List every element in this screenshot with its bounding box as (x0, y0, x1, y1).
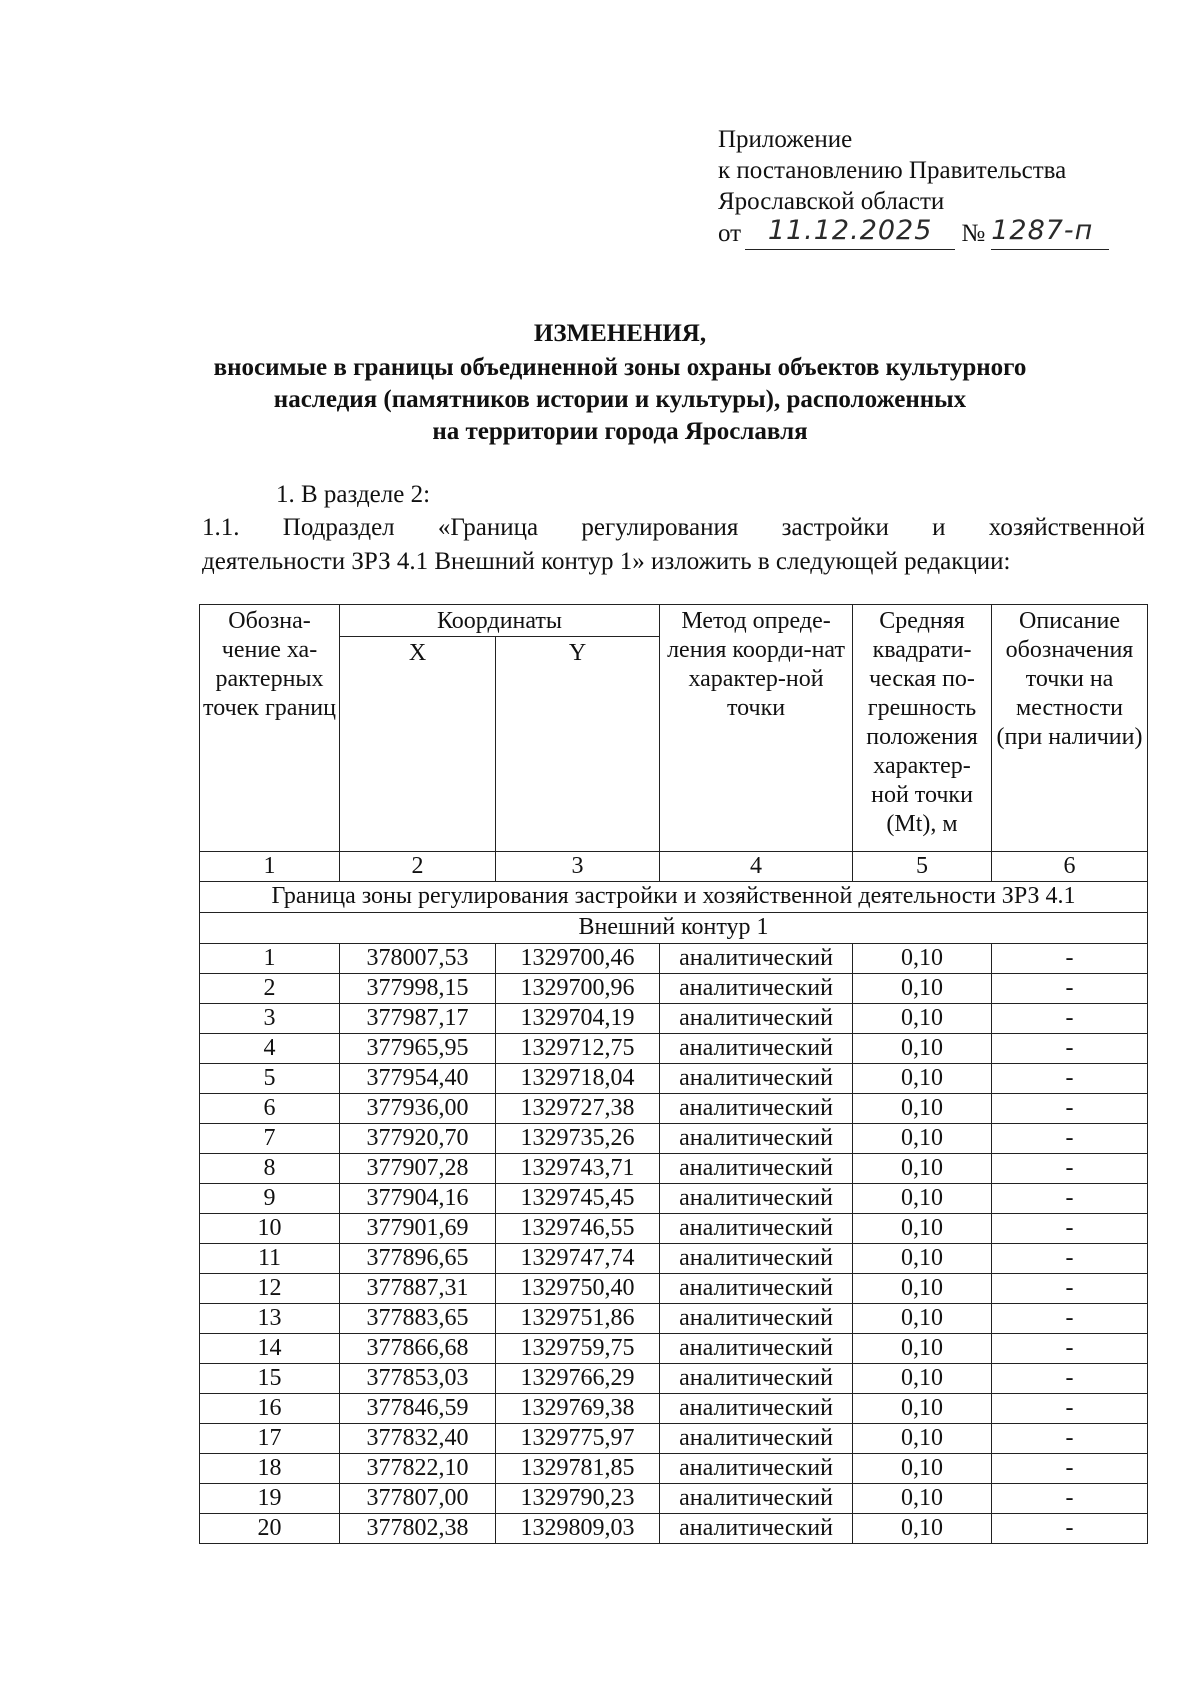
header-method: Метод опреде-ления коорди-нат характер-ной точки (660, 605, 853, 852)
point-number: 1 (200, 944, 340, 974)
point-number: 11 (200, 1244, 340, 1274)
method-cell: аналитический (660, 1364, 853, 1394)
mean-error-cell: 0,10 (853, 1244, 992, 1274)
coord-x: 377883,65 (340, 1304, 496, 1334)
coord-x: 377853,03 (340, 1364, 496, 1394)
coord-x: 377936,00 (340, 1094, 496, 1124)
point-number: 7 (200, 1124, 340, 1154)
header-x: X (340, 637, 496, 852)
appendix-title: Приложение (718, 126, 853, 153)
description-cell: - (992, 1064, 1148, 1094)
mean-error-cell: 0,10 (853, 1184, 992, 1214)
point-number: 10 (200, 1214, 340, 1244)
table-row (200, 1064, 1148, 1094)
header-row-1 (200, 605, 1148, 637)
subgroup-title: Внешний контур 1 (200, 913, 1148, 944)
method-cell: аналитический (660, 1454, 853, 1484)
mean-error-cell: 0,10 (853, 1484, 992, 1514)
coord-x: 377965,95 (340, 1034, 496, 1064)
mean-error-cell: 0,10 (853, 1514, 992, 1544)
point-number: 15 (200, 1364, 340, 1394)
appendix-date-number-line (718, 217, 1109, 250)
coord-x: 377887,31 (340, 1274, 496, 1304)
table-row (200, 1094, 1148, 1124)
coord-x: 377866,68 (340, 1334, 496, 1364)
description-cell: - (992, 1244, 1148, 1274)
description-cell: - (992, 1034, 1148, 1064)
coord-x: 377807,00 (340, 1484, 496, 1514)
title-line-4: на территории города Ярославля (432, 418, 808, 445)
column-number: 6 (992, 852, 1148, 882)
description-cell: - (992, 1514, 1148, 1544)
point-number: 8 (200, 1154, 340, 1184)
method-cell: аналитический (660, 1064, 853, 1094)
mean-error-cell: 0,10 (853, 1034, 992, 1064)
point-number: 4 (200, 1034, 340, 1064)
point-number: 12 (200, 1274, 340, 1304)
mean-error-cell: 0,10 (853, 974, 992, 1004)
table-row (200, 1124, 1148, 1154)
coord-x: 378007,53 (340, 944, 496, 974)
point-number: 13 (200, 1304, 340, 1334)
description-cell: - (992, 1364, 1148, 1394)
group-title: Граница зоны регулирования застройки и хозяйственной деятельности ЗРЗ 4.1 (200, 882, 1148, 913)
column-number: 5 (853, 852, 992, 882)
method-cell: аналитический (660, 1274, 853, 1304)
number-label: № (961, 220, 986, 247)
handwritten-date: 11.12.2025 (767, 215, 933, 246)
point-number: 16 (200, 1394, 340, 1424)
point-number: 9 (200, 1184, 340, 1214)
document-title (180, 318, 1060, 448)
point-number: 3 (200, 1004, 340, 1034)
coord-y: 1329790,23 (496, 1484, 660, 1514)
table-row (200, 974, 1148, 1004)
column-numbers-row (200, 852, 1148, 882)
description-cell: - (992, 944, 1148, 974)
mean-error-cell: 0,10 (853, 1154, 992, 1184)
point-number: 18 (200, 1454, 340, 1484)
mean-error-cell: 0,10 (853, 1334, 992, 1364)
paragraph-section-2: 1. В разделе 2: (276, 481, 431, 508)
point-number: 2 (200, 974, 340, 1004)
method-cell: аналитический (660, 1244, 853, 1274)
mean-error-cell: 0,10 (853, 1454, 992, 1484)
header-coordinates: Координаты (340, 605, 660, 637)
coord-y: 1329747,74 (496, 1244, 660, 1274)
description-cell: - (992, 1454, 1148, 1484)
table-row (200, 1484, 1148, 1514)
method-cell: аналитический (660, 974, 853, 1004)
method-cell: аналитический (660, 1304, 853, 1334)
coord-x: 377846,59 (340, 1394, 496, 1424)
mean-error-cell: 0,10 (853, 1304, 992, 1334)
method-cell: аналитический (660, 1154, 853, 1184)
method-cell: аналитический (660, 1094, 853, 1124)
paragraph-subsection: 1.1. Подраздел «Граница регулирования застройки и хозяйственной (202, 514, 1145, 541)
method-cell: аналитический (660, 944, 853, 974)
handwritten-number: 1287-п (991, 215, 1094, 246)
from-label: от (718, 220, 742, 247)
method-cell: аналитический (660, 1004, 853, 1034)
mean-error-cell: 0,10 (853, 1124, 992, 1154)
coord-y: 1329766,29 (496, 1364, 660, 1394)
coord-y: 1329746,55 (496, 1214, 660, 1244)
coord-y: 1329718,04 (496, 1064, 660, 1094)
mean-error-cell: 0,10 (853, 1004, 992, 1034)
group-row (200, 882, 1148, 913)
coord-x: 377954,40 (340, 1064, 496, 1094)
header-y: Y (496, 637, 660, 852)
title-heading: ИЗМЕНЕНИЯ, (533, 320, 707, 347)
method-cell: аналитический (660, 1484, 853, 1514)
method-cell: аналитический (660, 1184, 853, 1214)
subgroup-row (200, 913, 1148, 944)
table-row (200, 1274, 1148, 1304)
appendix-block (718, 124, 1109, 250)
description-cell: - (992, 1154, 1148, 1184)
method-cell: аналитический (660, 1424, 853, 1454)
method-cell: аналитический (660, 1514, 853, 1544)
coord-y: 1329712,75 (496, 1034, 660, 1064)
mean-error-cell: 0,10 (853, 1094, 992, 1124)
title-line-2: вносимые в границы объединенной зоны охраны объектов культурного (213, 354, 1027, 381)
mean-error-cell: 0,10 (853, 1394, 992, 1424)
coord-y: 1329769,38 (496, 1394, 660, 1424)
coord-y: 1329735,26 (496, 1124, 660, 1154)
table-row (200, 1154, 1148, 1184)
coordinates-table (199, 604, 1148, 1544)
date-field (745, 217, 955, 250)
column-number: 3 (496, 852, 660, 882)
appendix-decree-line: к постановлению Правительства (718, 157, 1067, 184)
mean-error-cell: 0,10 (853, 1364, 992, 1394)
description-cell: - (992, 1304, 1148, 1334)
coord-x: 377920,70 (340, 1124, 496, 1154)
table-row (200, 1184, 1148, 1214)
table-row (200, 1004, 1148, 1034)
table-row (200, 1394, 1148, 1424)
header-description: Описание обозначения точки на местности (при наличии) (992, 605, 1148, 852)
coord-y: 1329745,45 (496, 1184, 660, 1214)
table-body (200, 852, 1148, 1544)
point-number: 6 (200, 1094, 340, 1124)
table-row (200, 1244, 1148, 1274)
coord-x: 377896,65 (340, 1244, 496, 1274)
coord-y: 1329750,40 (496, 1274, 660, 1304)
coord-y: 1329775,97 (496, 1424, 660, 1454)
mean-error-cell: 0,10 (853, 1214, 992, 1244)
table-row (200, 944, 1148, 974)
coord-y: 1329700,46 (496, 944, 660, 974)
description-cell: - (992, 1274, 1148, 1304)
table-row (200, 1304, 1148, 1334)
mean-error-cell: 0,10 (853, 1424, 992, 1454)
coord-y: 1329704,19 (496, 1004, 660, 1034)
coord-x: 377998,15 (340, 974, 496, 1004)
title-line-3: наследия (памятников истории и культуры), расположенных (273, 386, 967, 413)
coord-x: 377907,28 (340, 1154, 496, 1184)
description-cell: - (992, 1424, 1148, 1454)
table-row (200, 1034, 1148, 1064)
column-number: 2 (340, 852, 496, 882)
table-row (200, 1514, 1148, 1544)
table-row (200, 1334, 1148, 1364)
method-cell: аналитический (660, 1124, 853, 1154)
description-cell: - (992, 974, 1148, 1004)
coord-x: 377832,40 (340, 1424, 496, 1454)
mean-error-cell: 0,10 (853, 944, 992, 974)
mean-error-cell: 0,10 (853, 1064, 992, 1094)
description-cell: - (992, 1394, 1148, 1424)
description-cell: - (992, 1184, 1148, 1214)
number-field (991, 217, 1109, 250)
column-number: 4 (660, 852, 853, 882)
appendix-region-line: Ярославской области (718, 188, 945, 215)
coord-y: 1329727,38 (496, 1094, 660, 1124)
method-cell: аналитический (660, 1214, 853, 1244)
header-mean-error: Средняя квадрати-ческая по-грешность положения характер-ной точки (Mt), м (853, 605, 992, 852)
coord-y: 1329743,71 (496, 1154, 660, 1184)
column-number: 1 (200, 852, 340, 882)
header-point-designation: Обозна-чение ха-рактерных точек границ (200, 605, 340, 852)
coord-x: 377822,10 (340, 1454, 496, 1484)
table-row (200, 1214, 1148, 1244)
description-cell: - (992, 1124, 1148, 1154)
coord-x: 377901,69 (340, 1214, 496, 1244)
point-number: 20 (200, 1514, 340, 1544)
point-number: 17 (200, 1424, 340, 1454)
description-cell: - (992, 1004, 1148, 1034)
description-cell: - (992, 1484, 1148, 1514)
point-number: 19 (200, 1484, 340, 1514)
table-row (200, 1424, 1148, 1454)
coord-y: 1329781,85 (496, 1454, 660, 1484)
method-cell: аналитический (660, 1034, 853, 1064)
description-cell: - (992, 1334, 1148, 1364)
paragraph-subsection-cont: деятельности ЗРЗ 4.1 Внешний контур 1» изложить в следующей редакции: (202, 548, 1011, 575)
method-cell: аналитический (660, 1334, 853, 1364)
coord-y: 1329700,96 (496, 974, 660, 1004)
coord-x: 377904,16 (340, 1184, 496, 1214)
coord-y: 1329751,86 (496, 1304, 660, 1334)
coord-y: 1329759,75 (496, 1334, 660, 1364)
coord-y: 1329809,03 (496, 1514, 660, 1544)
coord-x: 377987,17 (340, 1004, 496, 1034)
table-row (200, 1454, 1148, 1484)
coord-x: 377802,38 (340, 1514, 496, 1544)
table-row (200, 1364, 1148, 1394)
method-cell: аналитический (660, 1394, 853, 1424)
description-cell: - (992, 1094, 1148, 1124)
description-cell: - (992, 1214, 1148, 1244)
point-number: 5 (200, 1064, 340, 1094)
point-number: 14 (200, 1334, 340, 1364)
mean-error-cell: 0,10 (853, 1274, 992, 1304)
